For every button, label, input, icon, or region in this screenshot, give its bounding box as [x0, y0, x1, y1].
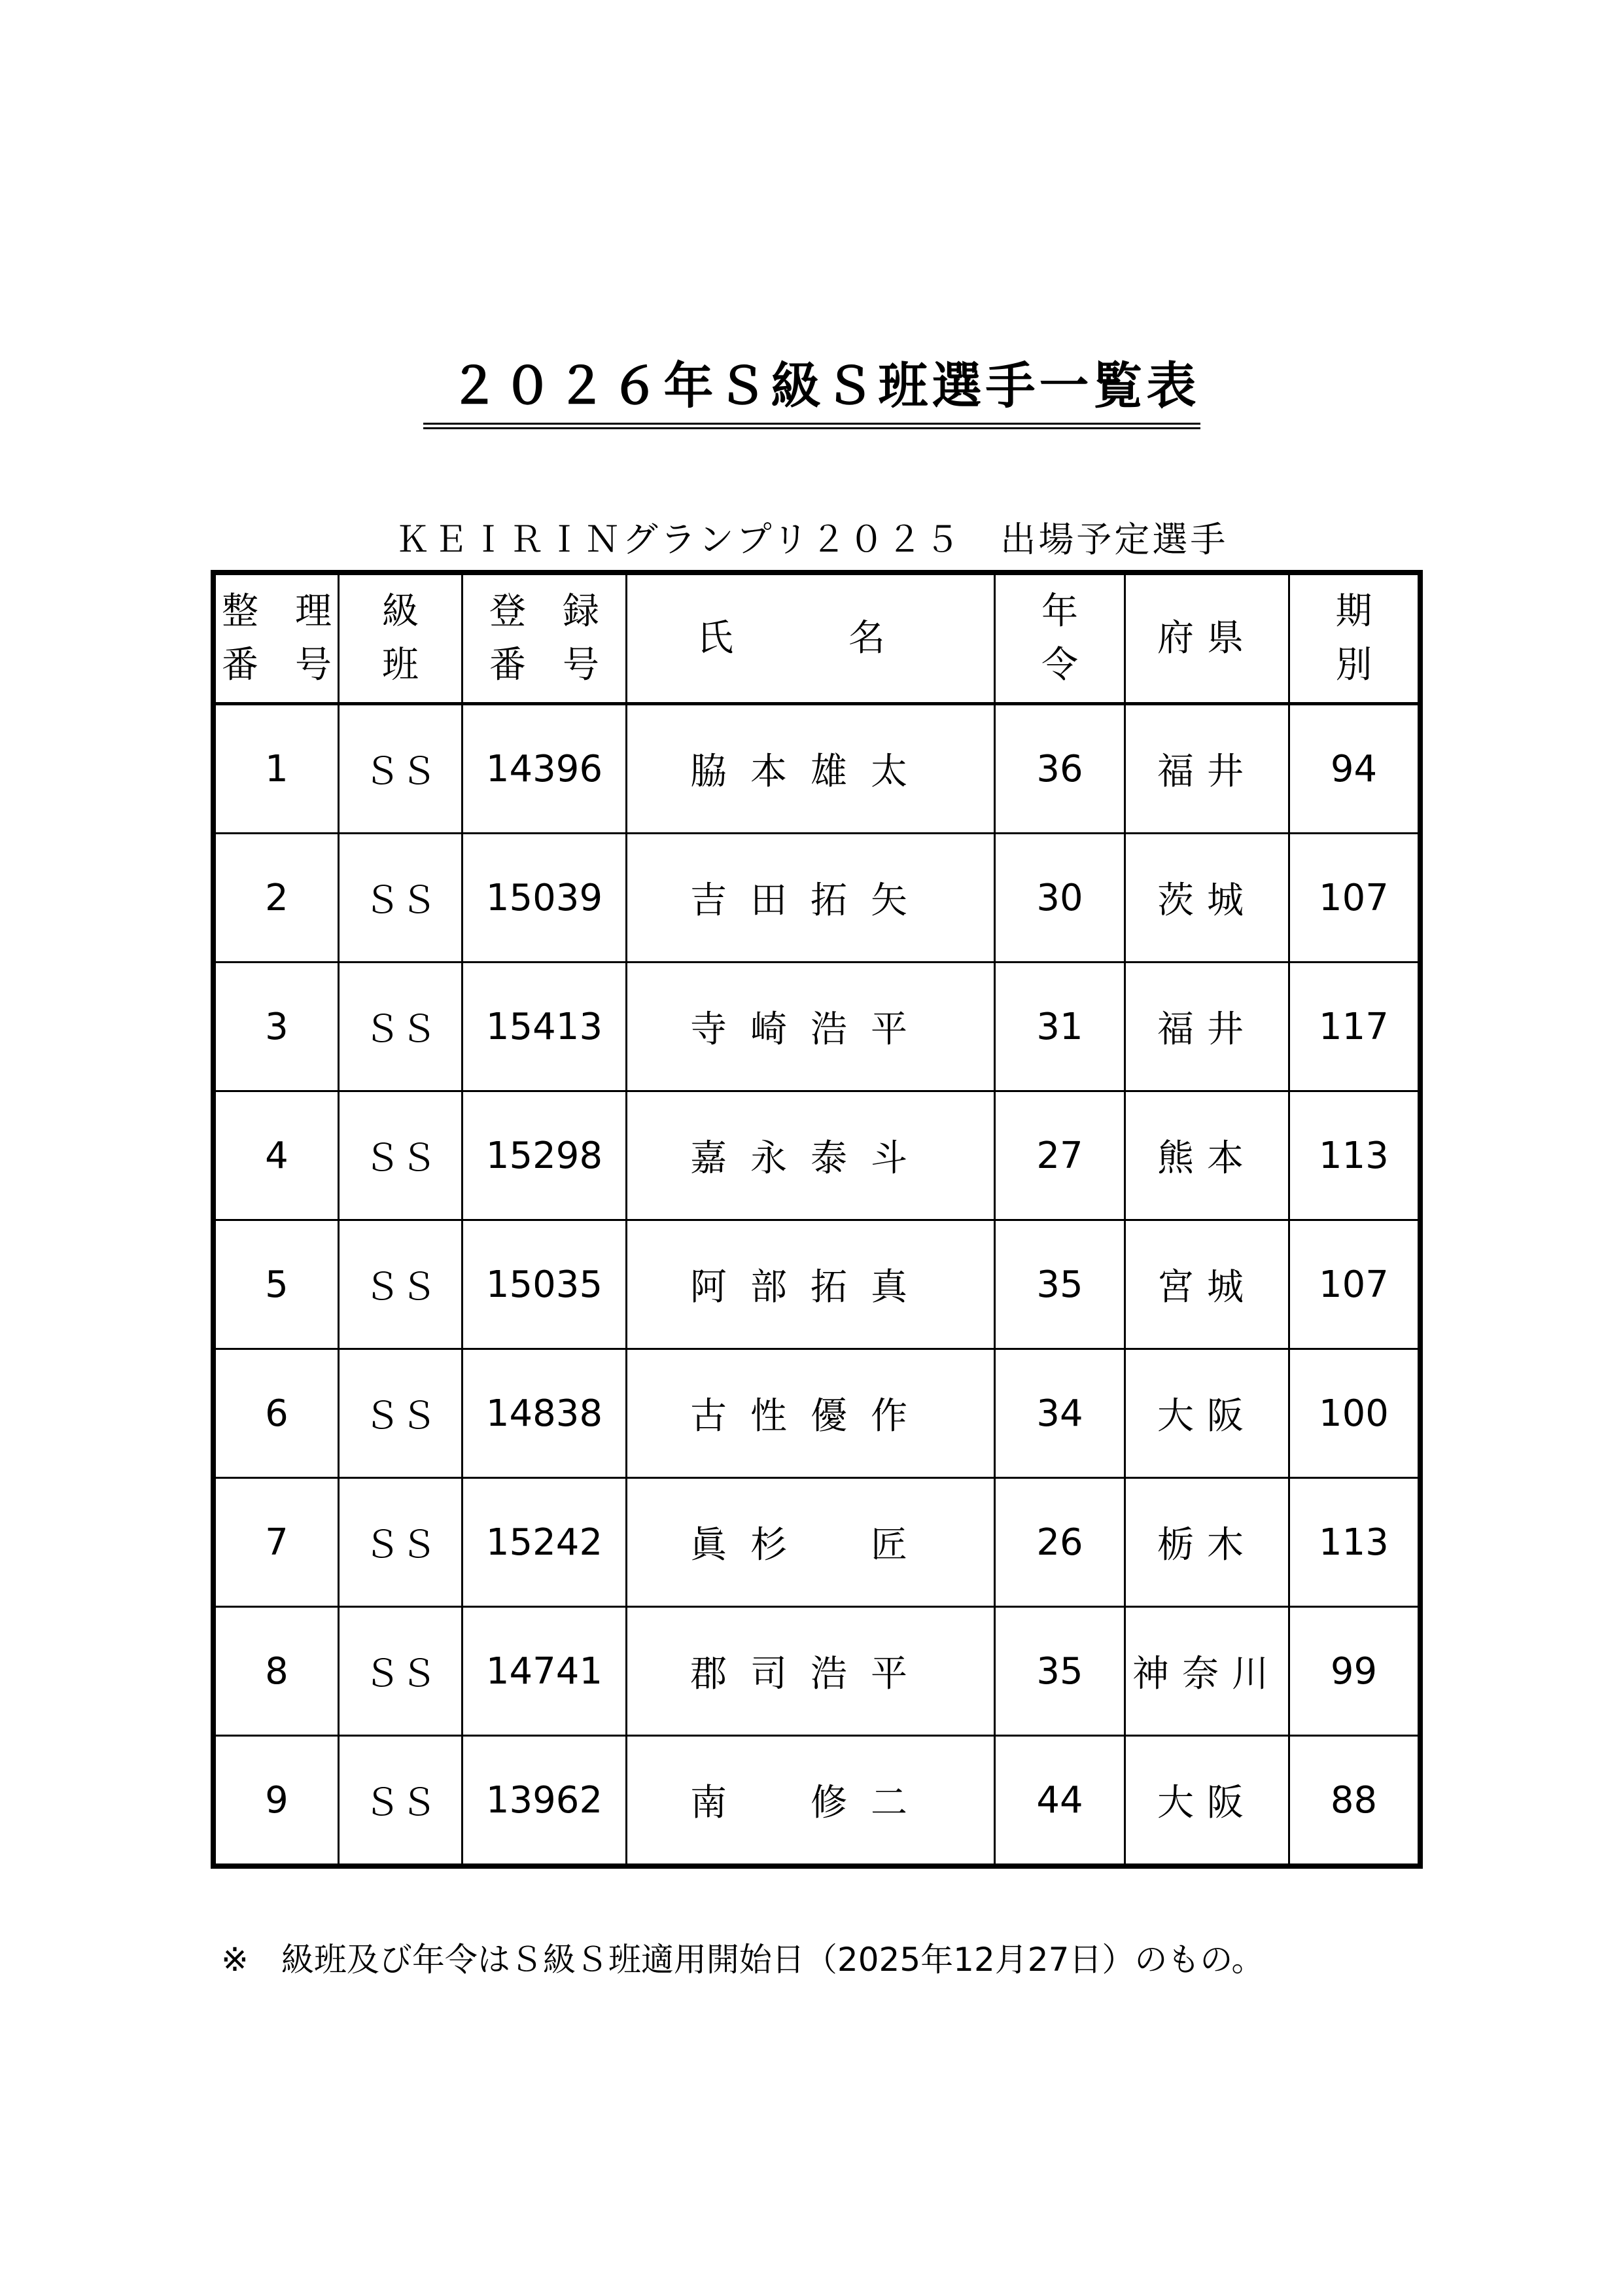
cell-name: 嘉永泰斗 — [627, 1091, 995, 1220]
cell-name: 吉田拓矢 — [627, 834, 995, 963]
cell-pref: 福井 — [1125, 704, 1289, 834]
cell-pref: 宮城 — [1125, 1220, 1289, 1349]
cell-name: 阿部拓真 — [627, 1220, 995, 1349]
cell-class: ＳＳ — [339, 834, 462, 963]
cell-age: 27 — [995, 1091, 1125, 1220]
table-row — [215, 834, 1419, 963]
cell-class: ＳＳ — [339, 963, 462, 1091]
cell-seq: 8 — [215, 1607, 339, 1736]
table-row — [215, 1220, 1419, 1349]
cell-class: ＳＳ — [339, 704, 462, 834]
cell-age: 34 — [995, 1349, 1125, 1478]
cell-seq: 9 — [215, 1736, 339, 1865]
cell-age: 35 — [995, 1607, 1125, 1736]
cell-class: ＳＳ — [339, 1220, 462, 1349]
cell-age: 35 — [995, 1220, 1125, 1349]
footnote: ※ 級班及び年令はＳ級Ｓ班適用開始日（2025年12月27日）のもの。 — [221, 1941, 1265, 1979]
header-class: 級 班 — [339, 574, 462, 704]
cell-class: ＳＳ — [339, 1607, 462, 1736]
cell-age: 30 — [995, 834, 1125, 963]
table-row — [215, 1607, 1419, 1736]
header-seq: 整 理 番 号 — [215, 574, 339, 704]
page-title — [0, 353, 1623, 429]
cell-reg: 15298 — [462, 1091, 627, 1220]
cell-class: ＳＳ — [339, 1091, 462, 1220]
cell-reg: 14396 — [462, 704, 627, 834]
header-term: 期 別 — [1289, 574, 1419, 704]
cell-reg: 14741 — [462, 1607, 627, 1736]
header-reg: 登 録 番 号 — [462, 574, 627, 704]
cell-reg: 15242 — [462, 1478, 627, 1607]
cell-seq: 7 — [215, 1478, 339, 1607]
cell-pref: 栃木 — [1125, 1478, 1289, 1607]
cell-reg: 13962 — [462, 1736, 627, 1865]
cell-term: 100 — [1289, 1349, 1419, 1478]
header-age: 年 令 — [995, 574, 1125, 704]
cell-pref: 福井 — [1125, 963, 1289, 1091]
cell-age: 44 — [995, 1736, 1125, 1865]
cell-class: ＳＳ — [339, 1478, 462, 1607]
cell-pref: 神奈川 — [1125, 1607, 1289, 1736]
table-row — [215, 1091, 1419, 1220]
cell-reg: 14838 — [462, 1349, 627, 1478]
page-title-text: ２０２６年Ｓ級Ｓ班選手一覧表 — [423, 353, 1200, 429]
cell-age: 36 — [995, 704, 1125, 834]
header-row — [215, 574, 1419, 704]
cell-term: 88 — [1289, 1736, 1419, 1865]
cell-seq: 5 — [215, 1220, 339, 1349]
cell-term: 107 — [1289, 1220, 1419, 1349]
cell-term: 117 — [1289, 963, 1419, 1091]
cell-seq: 3 — [215, 963, 339, 1091]
table-row — [215, 1478, 1419, 1607]
cell-name: 南 修二 — [627, 1736, 995, 1865]
cell-name: 郡司浩平 — [627, 1607, 995, 1736]
roster-body — [215, 704, 1419, 1865]
roster-table — [214, 573, 1420, 1865]
cell-seq: 2 — [215, 834, 339, 963]
cell-seq: 6 — [215, 1349, 339, 1478]
cell-name: 古性優作 — [627, 1349, 995, 1478]
cell-name: 寺崎浩平 — [627, 963, 995, 1091]
cell-name: 脇本雄太 — [627, 704, 995, 834]
cell-pref: 大阪 — [1125, 1736, 1289, 1865]
cell-term: 94 — [1289, 704, 1419, 834]
cell-term: 113 — [1289, 1478, 1419, 1607]
subtitle: ＫＥＩＲＩＮグランプリ２０２５ 出場予定選手 — [394, 519, 1229, 560]
cell-pref: 茨城 — [1125, 834, 1289, 963]
cell-term: 113 — [1289, 1091, 1419, 1220]
cell-reg: 15035 — [462, 1220, 627, 1349]
cell-age: 26 — [995, 1478, 1125, 1607]
header-name: 氏 名 — [627, 574, 995, 704]
table-row — [215, 704, 1419, 834]
cell-name: 眞杉 匠 — [627, 1478, 995, 1607]
cell-seq: 4 — [215, 1091, 339, 1220]
cell-term: 99 — [1289, 1607, 1419, 1736]
table-row — [215, 1349, 1419, 1478]
cell-age: 31 — [995, 963, 1125, 1091]
cell-class: ＳＳ — [339, 1349, 462, 1478]
header-pref: 府県 — [1125, 574, 1289, 704]
cell-seq: 1 — [215, 704, 339, 834]
cell-reg: 15039 — [462, 834, 627, 963]
cell-term: 107 — [1289, 834, 1419, 963]
table-row — [215, 963, 1419, 1091]
cell-class: ＳＳ — [339, 1736, 462, 1865]
cell-pref: 大阪 — [1125, 1349, 1289, 1478]
cell-pref: 熊本 — [1125, 1091, 1289, 1220]
cell-reg: 15413 — [462, 963, 627, 1091]
table-row — [215, 1736, 1419, 1865]
